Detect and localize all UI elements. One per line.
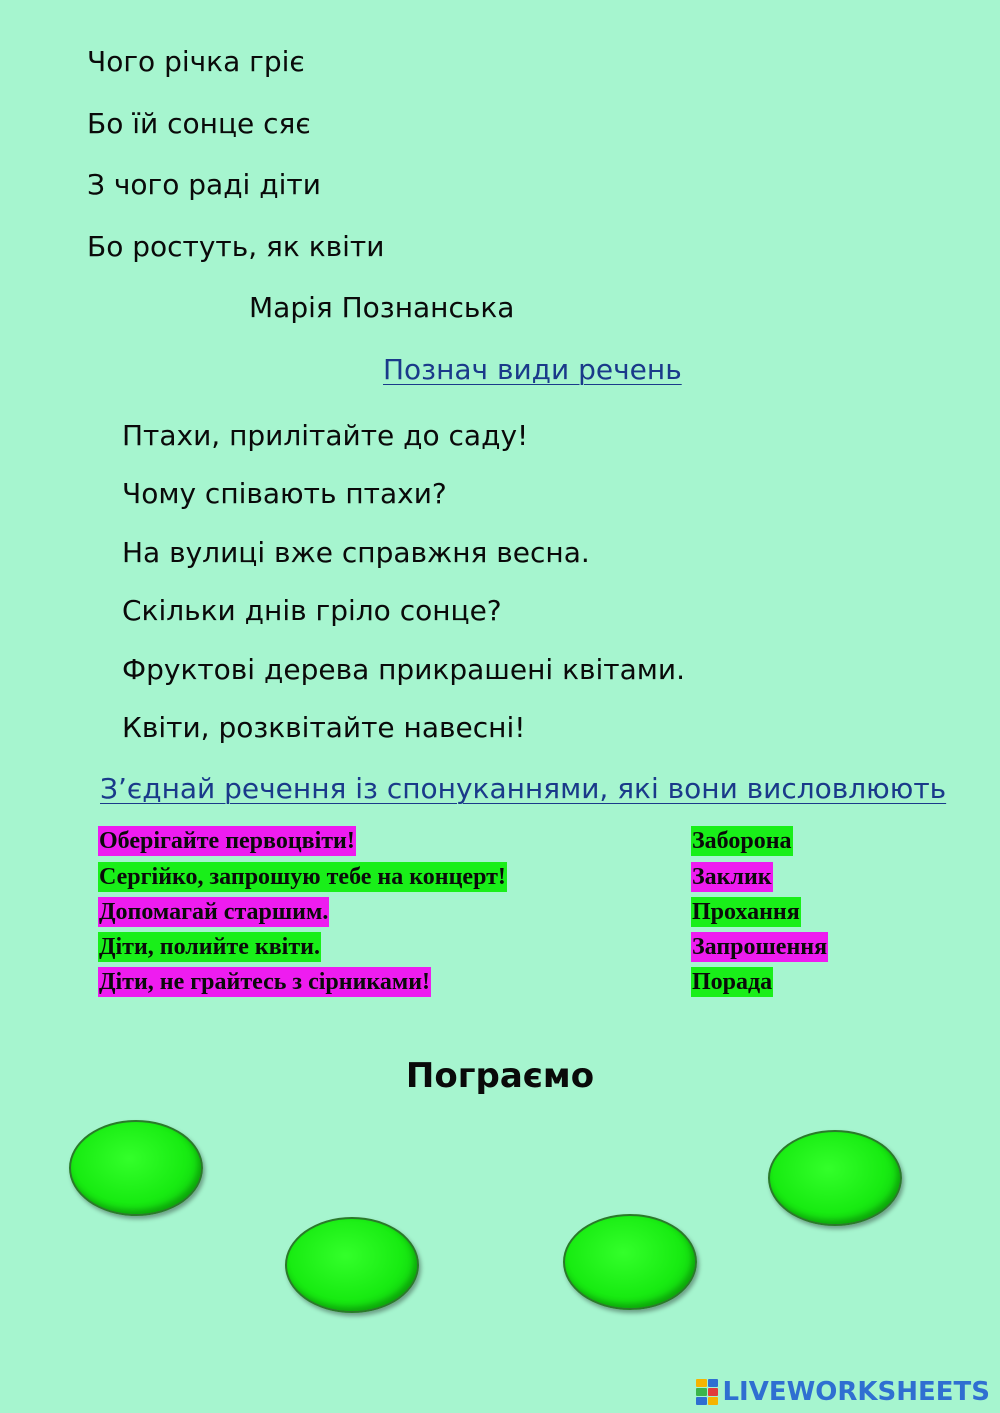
match-sentence[interactable]: Діти, полийте квіти. bbox=[99, 934, 320, 960]
sentence-item: Чому співають птахи? bbox=[122, 477, 447, 510]
sentence-item: Фруктові дерева прикрашені квітами. bbox=[122, 653, 685, 686]
match-motive[interactable]: Заборона bbox=[692, 828, 792, 854]
sentence-item: Квіти, розквітайте навесні! bbox=[122, 711, 526, 744]
poem-line: Бо їй сонце сяє bbox=[87, 107, 311, 140]
logo-text: LIVEWORKSHEETS bbox=[722, 1377, 990, 1407]
sentence-item: Скільки днів гріло сонце? bbox=[122, 594, 502, 627]
poem-line: Бо ростуть, як квіти bbox=[87, 230, 385, 263]
game-bubble-2[interactable] bbox=[285, 1217, 419, 1313]
task1-heading: Познач види речень bbox=[383, 353, 682, 386]
poem-line: Чого річка гріє bbox=[87, 45, 305, 78]
match-sentence[interactable]: Діти, не грайтесь з сірниками! bbox=[99, 969, 431, 995]
match-motive[interactable]: Заклик bbox=[692, 864, 772, 890]
sentence-item: Птахи, прилітайте до саду! bbox=[122, 419, 529, 452]
liveworksheets-logo bbox=[696, 1377, 990, 1407]
match-motive[interactable]: Порада bbox=[692, 969, 773, 995]
game-bubble-4[interactable] bbox=[768, 1130, 902, 1226]
liveworksheets-mark-icon bbox=[696, 1379, 718, 1405]
match-sentence[interactable]: Оберігайте первоцвіти! bbox=[99, 828, 355, 854]
match-motive[interactable]: Запрошення bbox=[692, 934, 828, 960]
game-bubble-1[interactable] bbox=[69, 1120, 203, 1216]
sentence-item: На вулиці вже справжня весна. bbox=[122, 536, 590, 569]
game-title: Пограємо bbox=[405, 1056, 595, 1096]
poem-line: З чого раді діти bbox=[87, 168, 321, 201]
game-bubble-3[interactable] bbox=[563, 1214, 697, 1310]
match-sentence[interactable]: Сергійко, запрошую тебе на концерт! bbox=[99, 864, 506, 890]
task2-heading: З’єднай речення із спонуканнями, які вони висловлюють bbox=[100, 772, 947, 805]
poem-author: Марія Познанська bbox=[249, 291, 515, 324]
match-motive[interactable]: Прохання bbox=[692, 899, 800, 925]
match-sentence[interactable]: Допомагай старшим. bbox=[99, 899, 329, 925]
